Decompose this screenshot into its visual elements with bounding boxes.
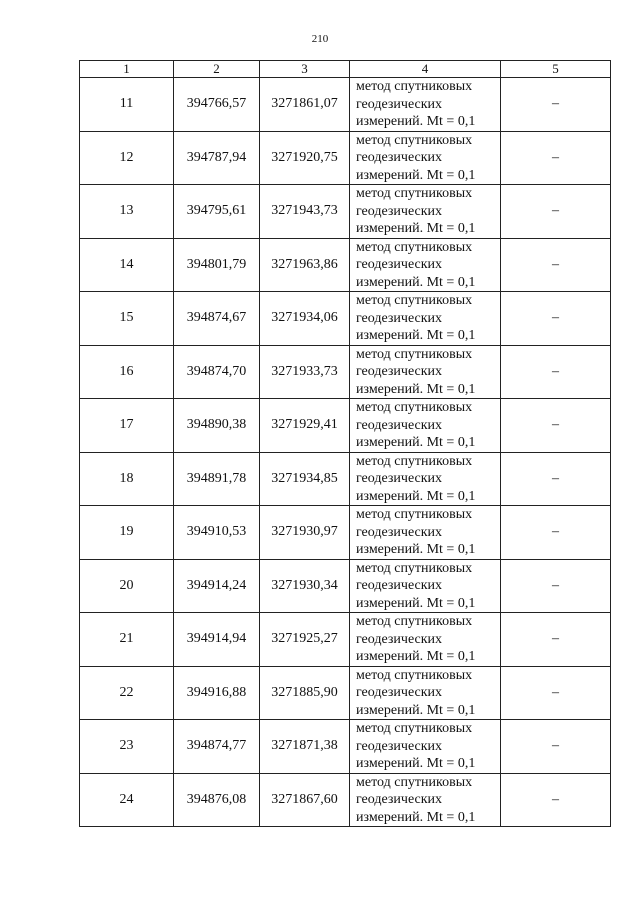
method-line: измерений. Mt = 0,1 (356, 756, 476, 771)
point-number-cell: 19 (80, 506, 174, 560)
method-cell (350, 720, 501, 774)
point-number-cell: 24 (80, 773, 174, 827)
x-coordinate-cell: 394890,38 (174, 399, 260, 453)
method-line: геодезических (356, 578, 443, 593)
method-line: измерений. Mt = 0,1 (356, 809, 476, 825)
table-row (80, 720, 611, 774)
point-number-cell: 16 (80, 345, 174, 399)
x-coordinate-cell: 394910,53 (174, 506, 260, 560)
method-line: метод спутниковых (356, 507, 473, 522)
method-line: геодезических (356, 417, 443, 433)
table-row (80, 185, 611, 239)
x-coordinate-cell: 394914,94 (174, 613, 260, 667)
y-coordinate-cell: 3271925,27 (260, 613, 350, 667)
point-number-cell: 18 (80, 452, 174, 506)
method-line: измерений. Mt = 0,1 (356, 702, 476, 718)
point-number-cell: 23 (80, 720, 174, 774)
table-row (80, 131, 611, 185)
method-line: метод спутниковых (356, 453, 473, 469)
table-row (80, 399, 611, 453)
x-coordinate-cell: 394914,24 (174, 559, 260, 613)
y-coordinate-cell: 3271930,34 (260, 559, 350, 613)
coordinates-table (79, 60, 611, 827)
y-coordinate-cell: 3271943,73 (260, 185, 350, 239)
y-coordinate-cell: 3271861,07 (260, 78, 350, 132)
x-coordinate-cell: 394787,94 (174, 131, 260, 185)
method-line: метод спутниковых (356, 400, 473, 415)
table-header (80, 61, 611, 78)
method-line: геодезических (356, 685, 443, 700)
method-cell (350, 559, 501, 613)
method-cell (350, 238, 501, 292)
x-coordinate-cell: 394874,67 (174, 292, 260, 346)
method-line: измерений. Mt = 0,1 (356, 542, 476, 557)
table-row (80, 78, 611, 132)
table-row (80, 666, 611, 720)
y-coordinate-cell: 3271867,60 (260, 773, 350, 827)
table-row (80, 773, 611, 827)
method-cell (350, 131, 501, 185)
point-number-cell: 17 (80, 399, 174, 453)
method-line: геодезических (356, 792, 443, 807)
y-coordinate-cell: 3271930,97 (260, 506, 350, 560)
method-cell (350, 666, 501, 720)
point-number-cell: 11 (80, 78, 174, 132)
method-cell (350, 452, 501, 506)
table-row (80, 559, 611, 613)
table-body (80, 78, 611, 827)
method-line: метод спутниковых (356, 721, 473, 736)
method-cell (350, 613, 501, 667)
method-cell (350, 773, 501, 827)
table-row (80, 613, 611, 667)
point-number-cell: 13 (80, 185, 174, 239)
method-line: метод спутниковых (356, 614, 473, 629)
y-coordinate-cell: 3271934,06 (260, 292, 350, 346)
method-cell (350, 345, 501, 399)
method-line: метод спутниковых (356, 774, 473, 790)
method-line: метод спутниковых (356, 239, 473, 255)
x-coordinate-cell: 394891,78 (174, 452, 260, 506)
method-line: измерений. Mt = 0,1 (356, 114, 476, 129)
method-line: геодезических (356, 631, 443, 647)
method-line: геодезических (356, 738, 443, 754)
method-cell (350, 78, 501, 132)
point-number-cell: 15 (80, 292, 174, 346)
point-number-cell: 22 (80, 666, 174, 720)
note-cell: – (501, 185, 611, 239)
x-coordinate-cell: 394795,61 (174, 185, 260, 239)
header-col-3: 3 (260, 61, 350, 78)
method-line: геодезических (356, 96, 443, 112)
page-number: 210 (311, 33, 329, 45)
method-cell (350, 185, 501, 239)
note-cell: – (501, 292, 611, 346)
y-coordinate-cell: 3271934,85 (260, 452, 350, 506)
point-number-cell: 12 (80, 131, 174, 185)
method-cell (350, 506, 501, 560)
note-cell: – (501, 78, 611, 132)
header-col-2: 2 (174, 61, 260, 78)
y-coordinate-cell: 3271885,90 (260, 666, 350, 720)
x-coordinate-cell: 394876,08 (174, 773, 260, 827)
x-coordinate-cell: 394766,57 (174, 78, 260, 132)
method-line: измерений. Mt = 0,1 (356, 488, 476, 504)
method-line: метод спутниковых (356, 132, 473, 148)
method-line: метод спутниковых (356, 346, 473, 362)
header-col-4: 4 (350, 61, 501, 78)
method-line: метод спутниковых (356, 186, 473, 201)
note-cell: – (501, 559, 611, 613)
note-cell: – (501, 131, 611, 185)
y-coordinate-cell: 3271963,86 (260, 238, 350, 292)
y-coordinate-cell: 3271871,38 (260, 720, 350, 774)
method-line: геодезических (356, 310, 443, 326)
method-line: измерений. Mt = 0,1 (356, 595, 476, 611)
method-line: метод спутниковых (356, 560, 473, 576)
point-number-cell: 21 (80, 613, 174, 667)
note-cell: – (501, 399, 611, 453)
y-coordinate-cell: 3271933,73 (260, 345, 350, 399)
method-cell (350, 399, 501, 453)
method-line: геодезических (356, 524, 443, 540)
header-row (80, 61, 611, 78)
method-line: измерений. Mt = 0,1 (356, 274, 476, 290)
method-line: измерений. Mt = 0,1 (356, 435, 476, 450)
method-line: измерений. Mt = 0,1 (356, 167, 476, 183)
table-row (80, 506, 611, 560)
method-line: измерений. Mt = 0,1 (356, 328, 476, 343)
header-col-5: 5 (501, 61, 611, 78)
table-row (80, 452, 611, 506)
method-line: измерений. Mt = 0,1 (356, 649, 476, 664)
y-coordinate-cell: 3271929,41 (260, 399, 350, 453)
note-cell: – (501, 345, 611, 399)
note-cell: – (501, 452, 611, 506)
method-line: геодезических (356, 150, 443, 165)
method-line: измерений. Mt = 0,1 (356, 381, 476, 397)
method-line: метод спутниковых (356, 667, 473, 683)
note-cell: – (501, 773, 611, 827)
method-cell (350, 292, 501, 346)
table-row (80, 238, 611, 292)
method-line: геодезических (356, 364, 443, 379)
y-coordinate-cell: 3271920,75 (260, 131, 350, 185)
x-coordinate-cell: 394874,70 (174, 345, 260, 399)
x-coordinate-cell: 394801,79 (174, 238, 260, 292)
table-row (80, 292, 611, 346)
method-line: измерений. Mt = 0,1 (356, 221, 476, 236)
method-line: геодезических (356, 203, 443, 219)
method-line: геодезических (356, 471, 443, 486)
header-col-1: 1 (80, 61, 174, 78)
method-line: метод спутниковых (356, 293, 473, 308)
note-cell: – (501, 720, 611, 774)
note-cell: – (501, 666, 611, 720)
method-line: геодезических (356, 257, 443, 272)
x-coordinate-cell: 394874,77 (174, 720, 260, 774)
table-row (80, 345, 611, 399)
note-cell: – (501, 506, 611, 560)
note-cell: – (501, 238, 611, 292)
method-line: метод спутниковых (356, 79, 473, 94)
x-coordinate-cell: 394916,88 (174, 666, 260, 720)
note-cell: – (501, 613, 611, 667)
point-number-cell: 20 (80, 559, 174, 613)
point-number-cell: 14 (80, 238, 174, 292)
